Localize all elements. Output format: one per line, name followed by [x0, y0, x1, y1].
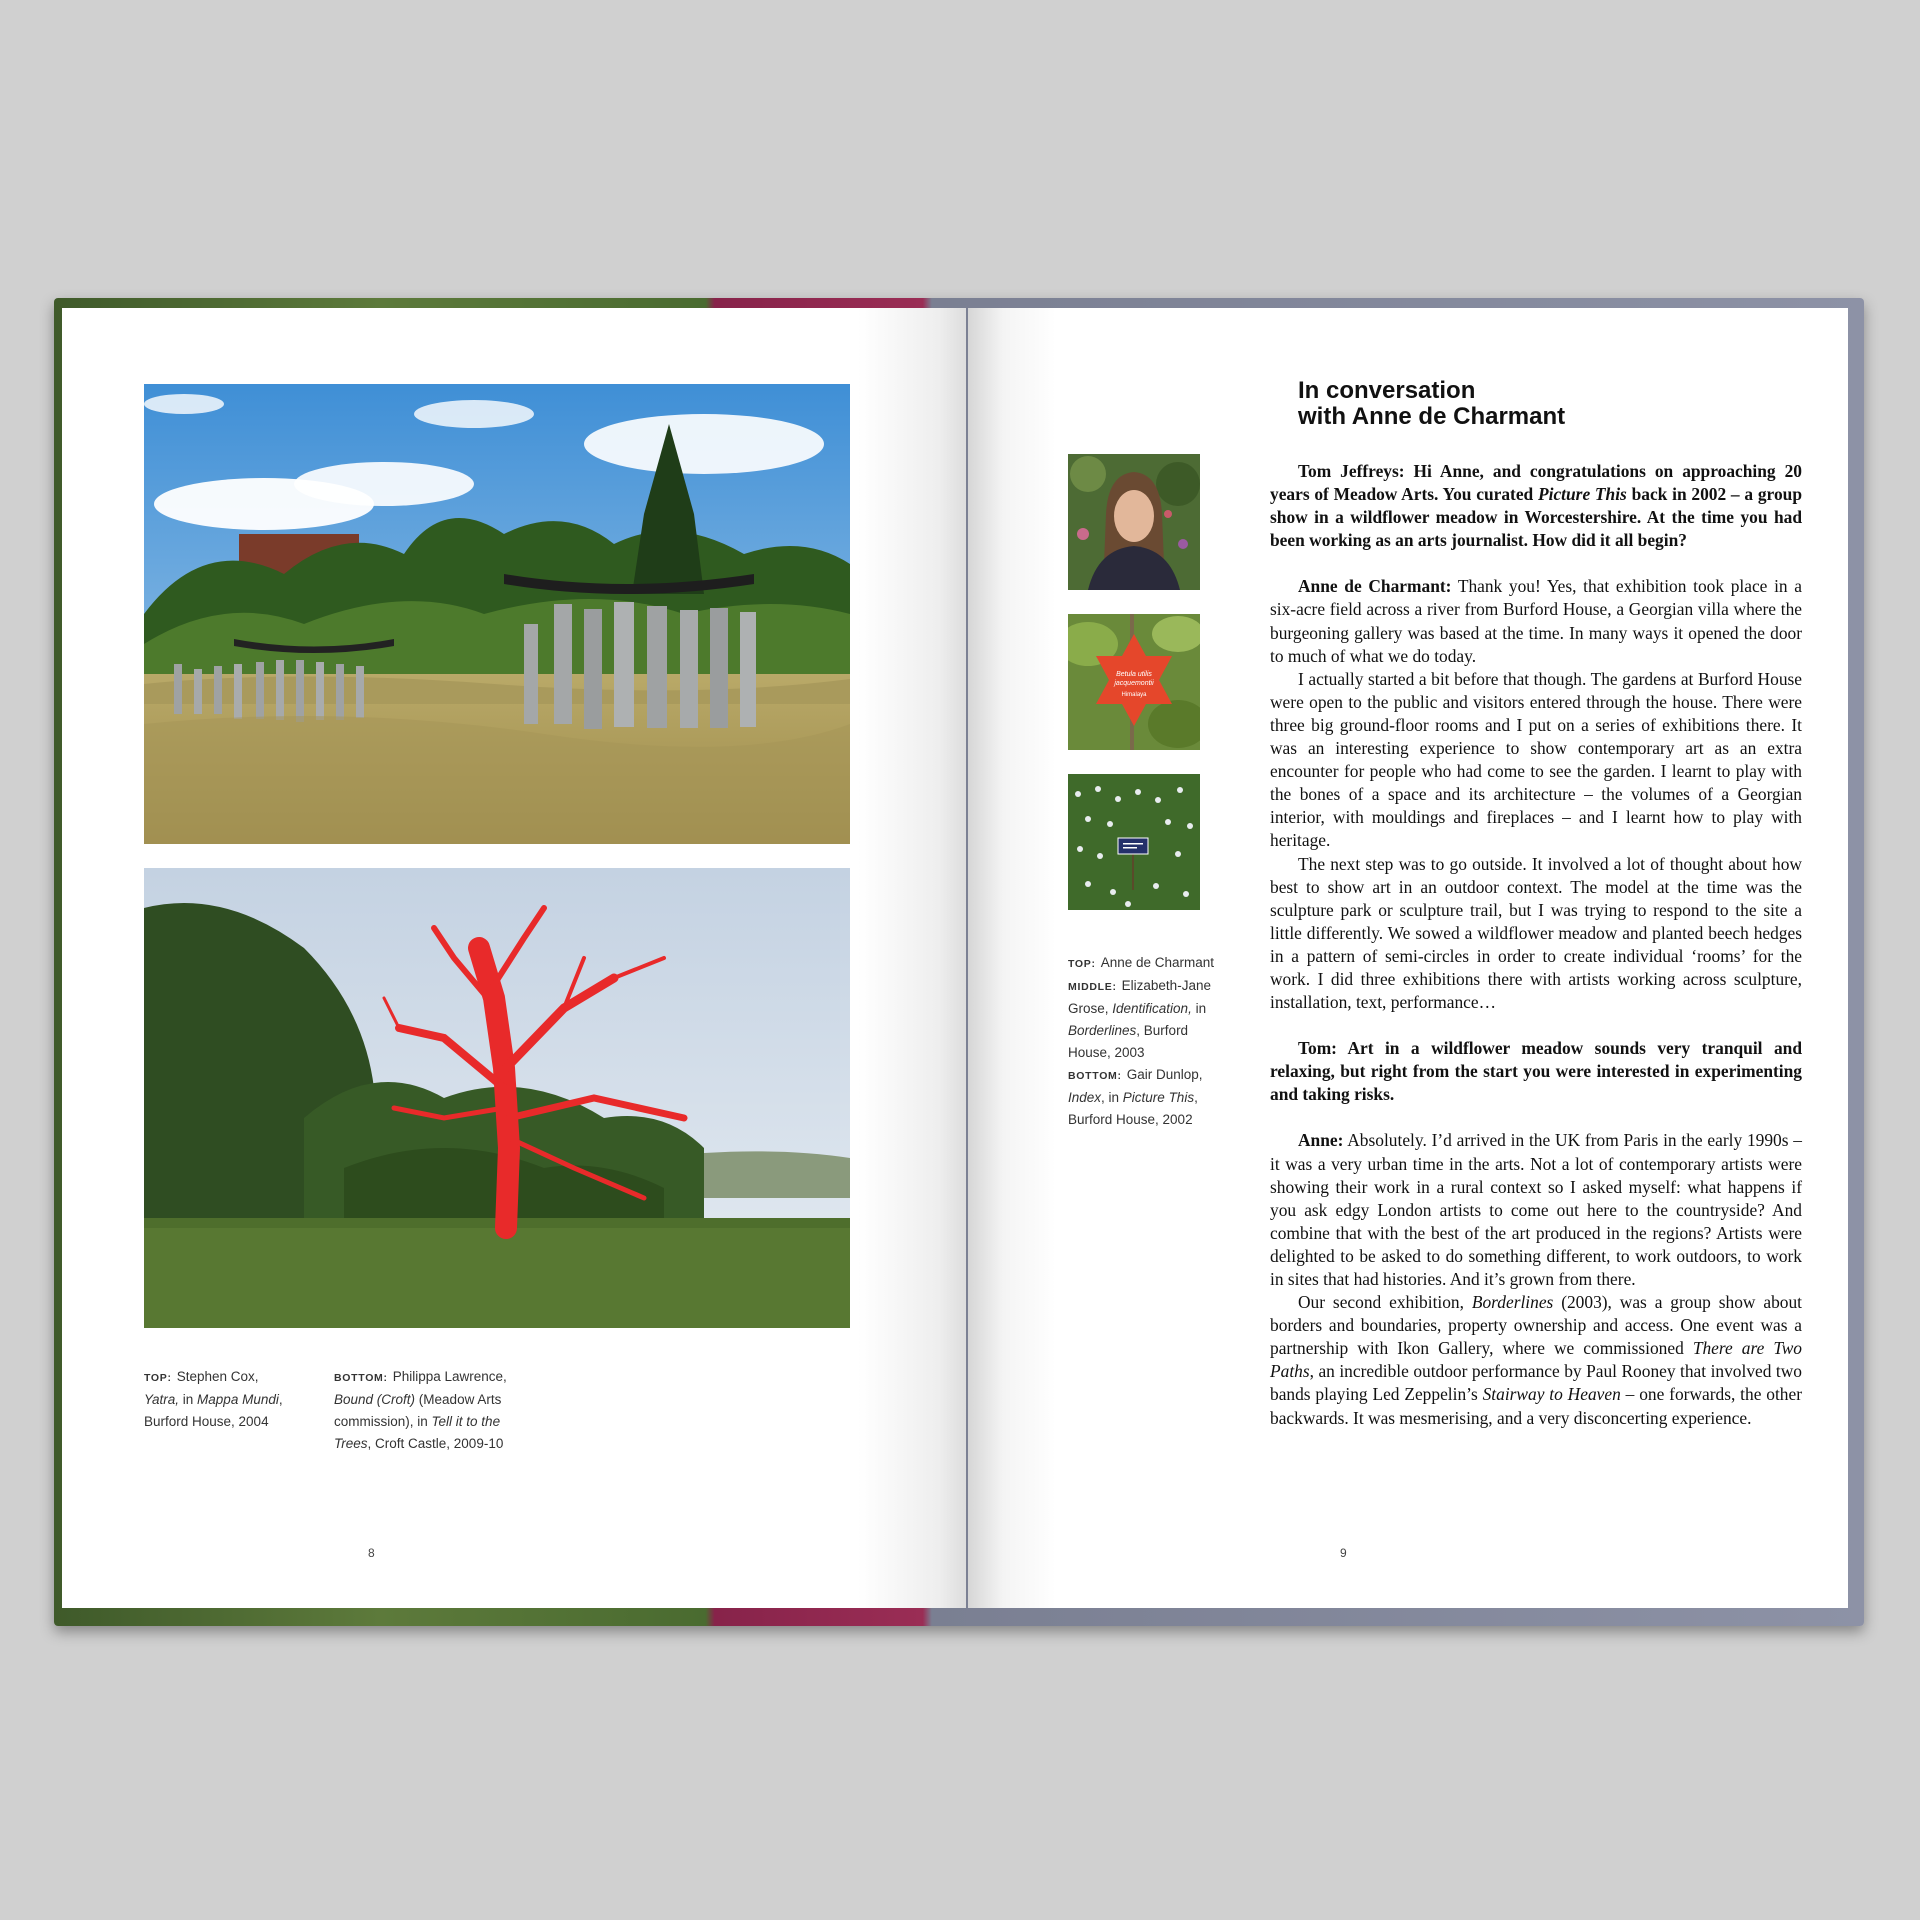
question-1: Tom Jeffreys: Hi Anne, and congratulations on approaching 20 years of Meadow Arts. You curated Picture This back in 2002 – a group show in a wildflower meadow in Worcestershire. At the time you had been working as an arts journalist. How did it all begin?	[1270, 461, 1802, 551]
page-number-right: 9	[1340, 1546, 1347, 1560]
sign-text-line3: Himalaya	[1121, 692, 1147, 698]
paragraph-3: The next step was to go outside. It involved a lot of thought about how best to show art in an outdoor context. The model at the time was the sculpture park or sculpture trail, but I was trying to respond to the site a little differently. We sowed a wildflower meadow and planted beech hedges in a pattern of semi-circles in order to create individual ‘rooms’ for the work. I did three exhibitions there with artists working across sculpture, installation, text, performance…	[1270, 853, 1802, 1013]
question-2: Tom: Art in a wildflower meadow sounds very tranquil and relaxing, but right from the start you were interested in experimenting and taking risks.	[1270, 1038, 1802, 1105]
photo-bound-croft	[144, 868, 850, 1328]
answer-1: Anne de Charmant: Thank you! Yes, that exhibition took place in a six-acre field across a river from Burford House, a Georgian villa where the burgeoning gallery was based at the time. In many ways it opened the door to much of what we do today.	[1270, 576, 1802, 666]
paragraph-5: Our second exhibition, Borderlines (2003), was a group show about borders and boundaries, property ownership and access. One event was a partnership with Ikon Gallery, where we commissioned There are Two Paths, an incredible outdoor performance by Paul Rooney that involved two bands playing Led Zeppelin’s Stairway to Heaven – one forwards, the other backwards. It was mesmerising, and a very disconcerting experience.	[1270, 1292, 1803, 1428]
open-book	[54, 298, 1864, 1626]
photo-identification	[1068, 614, 1200, 750]
photo-anne-de-charmant	[1068, 454, 1200, 590]
sign-text-line1: Betula utilis	[1116, 671, 1152, 678]
article-heading: In conversation with Anne de Charmant	[1298, 377, 1566, 430]
page-number-left: 8	[368, 1546, 375, 1560]
photo-index	[1068, 774, 1200, 910]
captions-thumbnails: TOP: Anne de Charmant MIDDLE: Elizabeth-Jane Grose, Identification, in Borderlines, Burford House, 2003 BOTTOM: Gair Dunlop, Index, in Picture This, Burford House, 2002	[1068, 955, 1215, 1127]
sign-text-line2: jacquemontii	[1114, 680, 1154, 687]
left-page	[62, 308, 966, 1608]
paragraph-2: I actually started a bit before that though. The gardens at Burford House were open to the public and visitors entered through the house. There were three big ground-floor rooms and I put on a series of exhibitions there. It was an interesting experience to show contemporary art as an extra encounter for people who had come to see the garden. I learnt to play with the bones of a space and its architecture – the volumes of a Georgian interior, with mouldings and fireplaces – and I learnt how to play with heritage.	[1270, 668, 1802, 851]
caption-bottom-photo: BOTTOM: Philippa Lawrence, Bound (Croft) (Meadow Arts commission), in Tell it to the Trees, Croft Castle, 2009-10	[334, 1369, 507, 1451]
interview-body	[1270, 460, 1802, 1430]
photo-yatra	[144, 384, 850, 844]
right-page	[968, 308, 1848, 1608]
answer-2: Anne: Absolutely. I’d arrived in the UK from Paris in the early 1990s – it was a very urban time in the arts. Not a lot of contemporary artists were showing their work in a rural context so I asked myself: what happens if you ask edgy London artists to come out here to the countryside? And combine that with the best of the art produced in the regions? Artists were delighted to be asked to do something different, to work outdoors, to work in sites that had histories. And it’s grown from there.	[1270, 1130, 1802, 1289]
caption-top-photo: TOP: Stephen Cox, Yatra, in Mappa Mundi, Burford House, 2004	[144, 1369, 283, 1429]
